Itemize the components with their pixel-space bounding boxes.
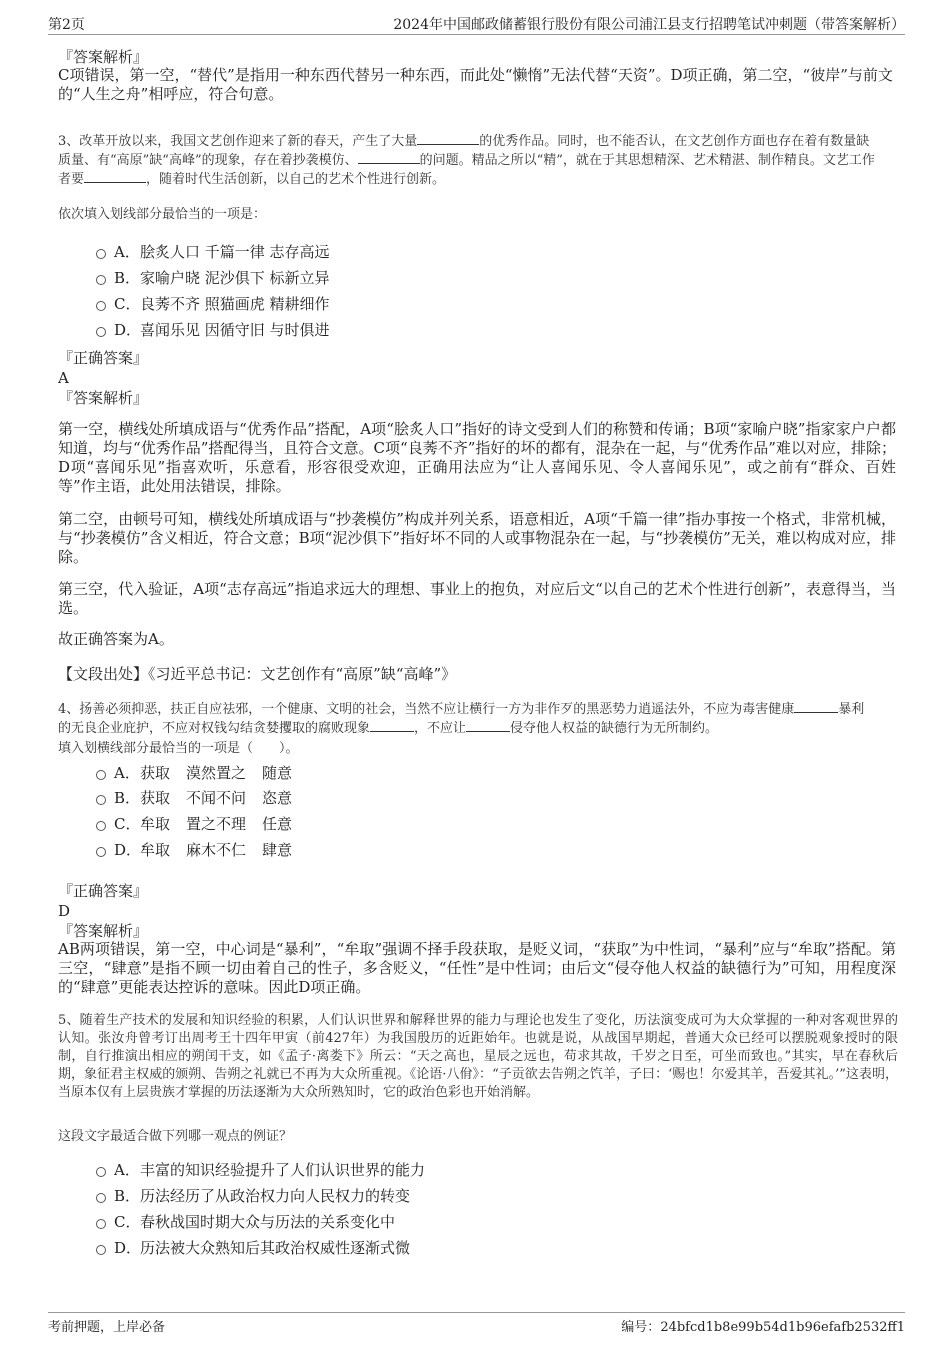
radio-icon[interactable] — [96, 1219, 106, 1229]
q3-analysis-p3: 第三空，代入验证，A项“志存高远”指追求远大的理想、事业上的抱负，对应后文“以自己的艺术个性进行创新”，表意得当，当选。 — [58, 580, 896, 617]
q5-option-a[interactable] — [96, 1160, 425, 1180]
option-word: 漠然置之 — [186, 764, 247, 782]
radio-icon[interactable] — [96, 249, 106, 259]
q3-option-b[interactable] — [96, 268, 330, 288]
q3-stem-part: 的优秀作品。同时，也不能否认，在文艺创作方面也存在着有数量缺 — [479, 134, 870, 149]
option-word: 置之不理 — [186, 815, 247, 833]
option-letter: B． — [114, 1187, 141, 1205]
option-text: 家喻户晓 泥沙俱下 标新立异 — [140, 269, 330, 287]
option-text: 丰富的知识经验提升了人们认识世界的能力 — [140, 1161, 426, 1179]
radio-icon[interactable] — [96, 795, 106, 805]
q4-stem-part: ，不应让 — [414, 721, 467, 736]
option-word: 获取 — [140, 789, 171, 807]
q4-answer-label: 『正确答案』 — [58, 882, 149, 900]
radio-icon[interactable] — [96, 1167, 106, 1177]
option-letter: C． — [114, 295, 141, 313]
option-text: 春秋战国时期大众与历法的关系变化中 — [140, 1213, 396, 1231]
q5-option-c[interactable] — [96, 1212, 395, 1232]
page-number: 第2页 — [48, 17, 85, 33]
option-letter: C． — [114, 815, 141, 833]
q5-stem: 5、随着生产技术的发展和知识经验的积累，人们认识世界和解释世界的能力与理论也发生了变化，历法演变成可为大众掌握的一种对客观世界的认知。张汝舟曾考订出周考王十四年甲寅（前427年）为我国殷历的近距始年。也就是说，从战国早期起，普通大众已经可以摆脱观象授时的限制，自行推演出相应的朔闰干支，如《孟子·离娄下》所云：“天之高也，星辰之远也，苟求其故，千岁之日至，可坐而致也。”其实，早在春秋后期，象征君主权威的颁朔、告朔之礼就已不再为大众所重视。《论语·八佾》：“子贡欲去告朔之饩羊，子曰：‘赐也！尔爱其羊，吾爱其礼。’”这表明，当原本仅有上层贵族才掌握的历法逐渐为大众所熟知时，它的政治色彩也开始消解。 — [58, 1013, 898, 1100]
q3-prompt: 依次填入划线部分最恰当的一项是： — [58, 207, 267, 222]
option-letter: D． — [114, 841, 142, 859]
option-text: 喜闻乐见 因循守旧 与时俱进 — [140, 321, 330, 339]
q3-stem-part: 的问题。精品之所以“精”，就在于其思想精深、艺术精湛、制作精良。文艺工作 — [419, 153, 875, 168]
q4-stem-part: 的无良企业庇护，不应对权钱勾结贪婪攫取的腐败现象 — [58, 721, 371, 736]
radio-icon[interactable] — [96, 327, 106, 337]
option-text: 历法经历了从政治权力向人民权力的转变 — [140, 1187, 411, 1205]
footer-code — [621, 1316, 905, 1335]
q4-analysis-label: 『答案解析』 — [58, 922, 149, 940]
option-letter: C． — [114, 1213, 141, 1231]
q2-analysis-label: 『答案解析』 — [58, 48, 149, 66]
q4-option-b[interactable] — [96, 788, 292, 808]
option-letter: D． — [114, 1239, 142, 1257]
q5-option-d[interactable] — [96, 1238, 410, 1258]
radio-icon[interactable] — [96, 275, 106, 285]
q4-stem-part: 暴利 — [838, 702, 865, 717]
q3-answer-label: 『正确答案』 — [58, 349, 149, 367]
option-text: 脍炙人口 千篇一律 志存高远 — [140, 243, 330, 261]
q2-analysis-line2: 的“人生之舟”相呼应，符合句意。 — [58, 85, 284, 103]
q2-analysis-line1: C项错误，第一空，“替代”是指用一种东西代替另一种东西，而此处“懒惰”无法代替“天资”。D项正确，第二空，“彼岸”与前文 — [58, 66, 893, 84]
q4-option-a[interactable] — [96, 763, 292, 783]
q3-analysis-p1: 第一空，横线处所填成语与“优秀作品”搭配，A项“脍炙人口”指好的诗文受到人们的称赞和传诵；B项“家喻户晓”指家家户户都知道，均与“优秀作品”搭配得当，且符合文意。C项“良莠不齐”指好的坏的都有，混杂在一起，与“优秀作品”难以对应，排除；D项“喜闻乐见”指喜欢听，乐意看，形容很受欢迎，正确用法应为“让人喜闻乐见、令人喜闻乐见”，或之前有“群众、百姓等”作主语，此处用法错误，排除。 — [58, 420, 896, 495]
footer-slogan: 考前押题，上岸必备 — [48, 1320, 166, 1335]
option-letter: A． — [114, 243, 140, 261]
q3-stem-part: 质量、有“高原”缺“高峰”的现象，存在着抄袭模仿、 — [58, 153, 358, 168]
q2-analysis — [58, 66, 898, 104]
q3-option-c[interactable] — [96, 294, 330, 314]
q3-analysis-label: 『答案解析』 — [58, 389, 149, 407]
blank-line — [466, 719, 510, 732]
q4-answer: D — [58, 902, 71, 920]
q4-option-c[interactable] — [96, 814, 292, 834]
q3-stem-part: ，随着时代生活创新，以自己的艺术个性进行创新。 — [146, 172, 446, 187]
option-word: 不闻不问 — [186, 789, 247, 807]
blank-line — [794, 700, 838, 713]
option-word: 牟取 — [140, 815, 171, 833]
page-header — [48, 14, 905, 35]
q5-option-b[interactable] — [96, 1186, 410, 1206]
radio-icon[interactable] — [96, 770, 106, 780]
option-word: 肆意 — [262, 841, 293, 859]
option-letter: B． — [114, 789, 141, 807]
footer-code-value: 24bfcd1b8e99b54d1b96efafb2532ff1 — [660, 1320, 905, 1335]
q3-source: 【文段出处】《习近平总书记：文艺创作有“高原”缺“高峰”》 — [58, 665, 457, 683]
radio-icon[interactable] — [96, 1193, 106, 1203]
q3-analysis-p2: 第二空，由顿号可知，横线处所填成语与“抄袭模仿”构成并列关系，语意相近，A项“千篇一律”指办事按一个格式，非常机械，与“抄袭模仿”含义相近，符合文意；B项“泥沙俱下”指好坏不同的人或事物混杂在一起，与“抄袭模仿”无关，难以构成对应，排除。 — [58, 510, 896, 566]
q3-option-a[interactable] — [96, 242, 330, 262]
blank-line — [84, 170, 146, 183]
q3-option-d[interactable] — [96, 320, 330, 340]
q4-stem — [58, 700, 898, 738]
option-letter: B． — [114, 269, 141, 287]
option-word: 恣意 — [262, 789, 293, 807]
footer-code-label: 编号： — [621, 1320, 661, 1335]
option-word: 麻木不仁 — [186, 841, 247, 859]
option-word: 牟取 — [140, 841, 171, 859]
q3-stem — [58, 132, 898, 189]
footer-divider — [48, 1312, 905, 1314]
radio-icon[interactable] — [96, 301, 106, 311]
q4-stem-part: 侵夺他人权益的缺德行为无所制约。 — [510, 721, 719, 736]
q3-stem-part: 3、改革开放以来，我国文艺创作迎来了新的春天，产生了大量 — [58, 134, 418, 149]
radio-icon[interactable] — [96, 1245, 106, 1255]
blank-line — [370, 719, 414, 732]
q4-stem-part: 4、扬善必须抑恶，扶正自应祛邪，一个健康、文明的社会，当然不应让横行一方为非作歹的黑恶势力逍遥法外，不应为毒害健康 — [58, 702, 795, 717]
q4-option-d[interactable] — [96, 840, 292, 860]
option-word: 获取 — [140, 764, 171, 782]
option-letter: D． — [114, 321, 142, 339]
option-letter: A． — [114, 764, 140, 782]
option-text: 历法被大众熟知后其政治权威性逐渐式微 — [140, 1239, 411, 1257]
q3-answer: A — [58, 369, 69, 387]
q4-analysis: AB两项错误，第一空，中心词是“暴利”，“牟取”强调不择手段获取，是贬义词，“获取”为中性词，“暴利”应与“牟取”搭配。第三空，“肆意”是指不顾一切由着自己的性子，多含贬义，“任性”是中性词；由后文“侵夺他人权益的缺德行为”可知，用程度深的“肆意”更能表达控诉的意味。因此D项正确。 — [58, 940, 896, 996]
blank-line — [417, 132, 479, 145]
option-text: 良莠不齐 照猫画虎 精耕细作 — [140, 295, 330, 313]
option-letter: A． — [114, 1161, 140, 1179]
radio-icon[interactable] — [96, 821, 106, 831]
q5-prompt: 这段文字最适合做下列哪一观点的例证？ — [58, 1129, 293, 1144]
option-word: 任意 — [262, 815, 293, 833]
q3-stem-part: 者要 — [58, 172, 85, 187]
q3-analysis-p4: 故正确答案为A。 — [58, 630, 174, 648]
option-word: 随意 — [262, 764, 293, 782]
radio-icon[interactable] — [96, 847, 106, 857]
blank-line — [358, 151, 420, 164]
document-title: 2024年中国邮政储蓄银行股份有限公司浦江县支行招聘笔试冲刺题（带答案解析） — [393, 17, 905, 33]
q4-prompt: 填入划横线部分最恰当的一项是（ ）。 — [58, 741, 299, 756]
